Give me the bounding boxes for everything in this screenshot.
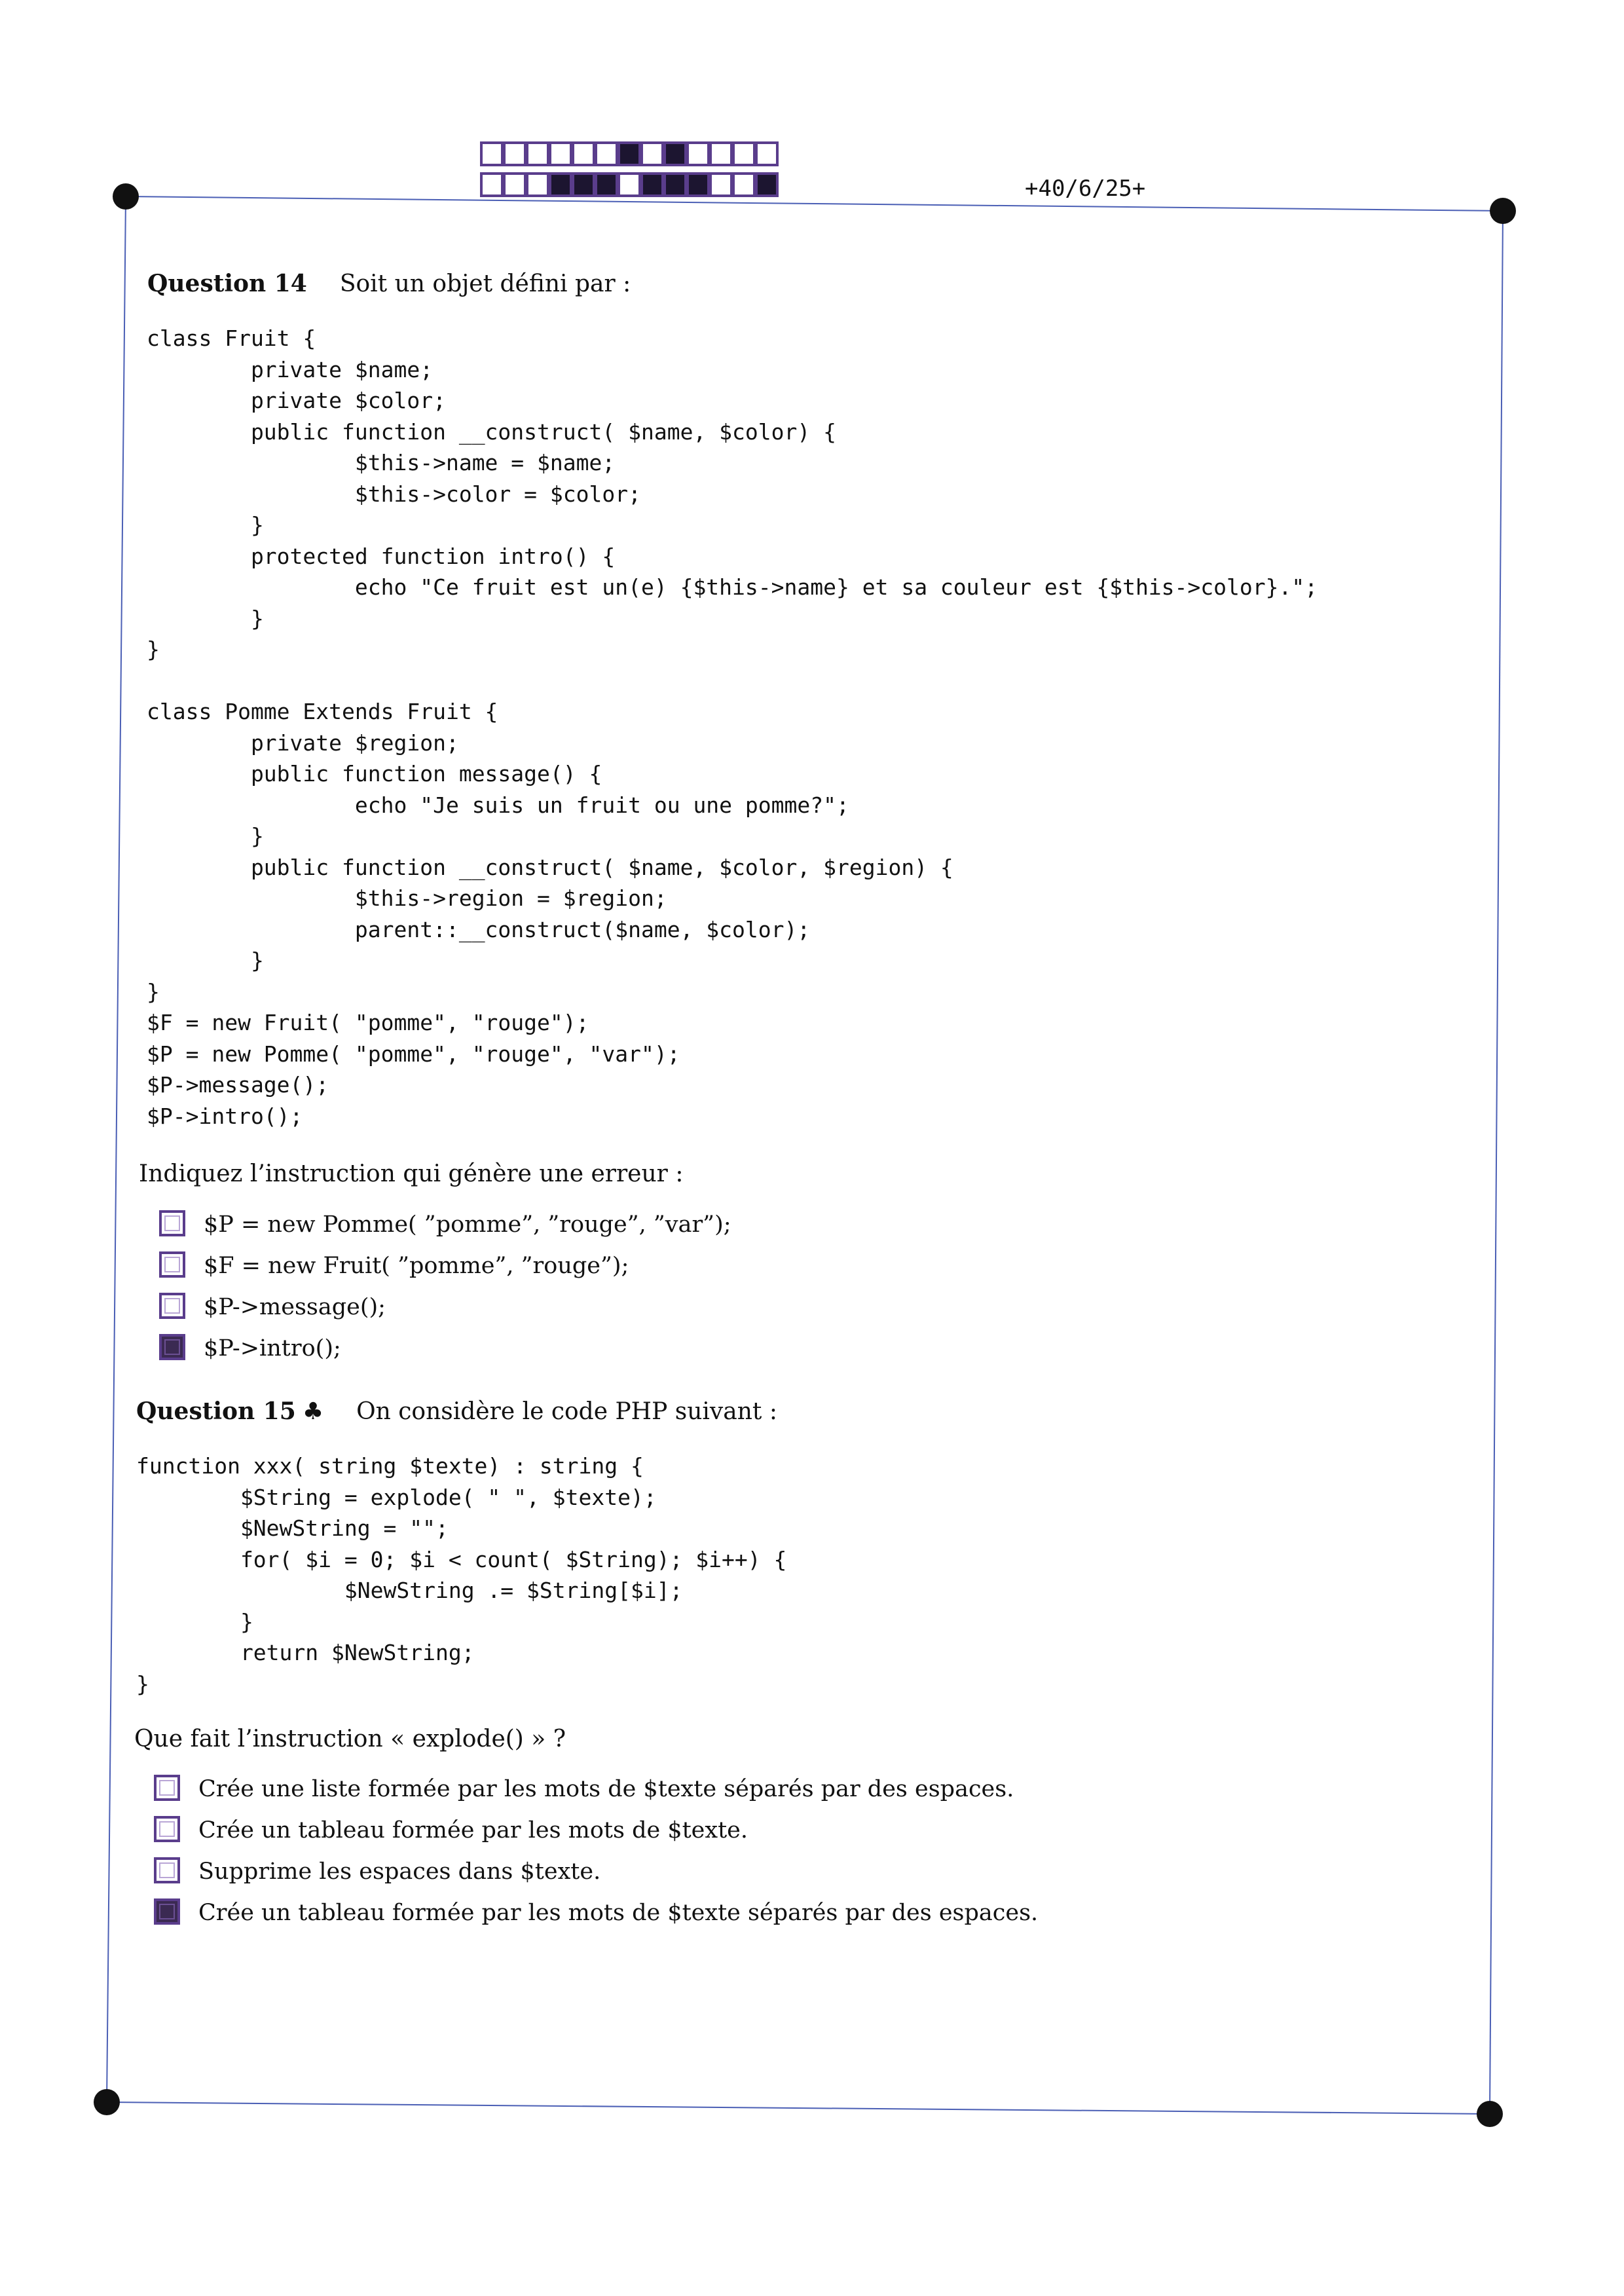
- question-15-intro: On considère le code PHP suivant :: [356, 1398, 777, 1425]
- id-square: [688, 143, 709, 165]
- answer-text: $P->message();: [204, 1294, 386, 1320]
- question-15-header: [136, 1398, 777, 1425]
- id-square: [550, 143, 571, 165]
- id-square: [596, 143, 617, 165]
- answer-text: $P = new Pomme( ”pomme”, ”rouge”, ”var”);: [204, 1212, 731, 1238]
- corner-mark-top-left: [113, 183, 139, 210]
- checkbox[interactable]: [159, 1210, 185, 1236]
- checkbox[interactable]: [154, 1816, 180, 1842]
- id-square: [481, 143, 502, 165]
- id-square: [527, 143, 548, 165]
- question-14-header: [147, 270, 631, 297]
- checkbox[interactable]: [159, 1293, 185, 1319]
- id-square: [688, 174, 709, 196]
- binary-id-boxes: [481, 143, 777, 196]
- question-15-label: Question 15: [136, 1398, 296, 1425]
- answer-text: Crée un tableau formée par les mots de $texte séparés par des espaces.: [198, 1900, 1039, 1926]
- id-square: [665, 174, 686, 196]
- question-14-prompt: Indiquez l’instruction qui génère une erreur :: [139, 1160, 684, 1187]
- checkbox[interactable]: [159, 1251, 185, 1278]
- id-square: [756, 174, 777, 196]
- club-icon: ♣: [302, 1398, 324, 1425]
- id-square: [619, 143, 640, 165]
- checkbox[interactable]: [159, 1334, 185, 1360]
- checkbox[interactable]: [154, 1898, 180, 1925]
- answer-text: $P->intro();: [204, 1335, 341, 1361]
- id-square: [573, 143, 594, 165]
- answer-text: Crée un tableau formée par les mots de $texte.: [198, 1817, 748, 1843]
- id-square: [642, 143, 663, 165]
- corner-mark-bottom-right: [1477, 2101, 1503, 2127]
- id-square: [733, 174, 754, 196]
- id-square: [504, 143, 525, 165]
- answer-text: $F = new Fruit( ”pomme”, ”rouge”);: [204, 1253, 629, 1279]
- id-square: [710, 143, 731, 165]
- checkbox[interactable]: [154, 1775, 180, 1801]
- id-square: [573, 174, 594, 196]
- page-code: +40/6/25+: [1025, 176, 1146, 202]
- corner-mark-bottom-left: [94, 2089, 120, 2115]
- id-square: [665, 143, 686, 165]
- id-square: [527, 174, 548, 196]
- id-square: [642, 174, 663, 196]
- question-14-label: Question 14: [147, 270, 307, 297]
- checkbox[interactable]: [154, 1857, 180, 1883]
- id-square: [596, 174, 617, 196]
- id-square: [756, 143, 777, 165]
- id-square: [481, 174, 502, 196]
- id-square: [710, 174, 731, 196]
- question-15-prompt: Que fait l’instruction « explode() » ?: [134, 1726, 566, 1752]
- id-square: [550, 174, 571, 196]
- question-14-intro: Soit un objet défini par :: [339, 270, 631, 297]
- corner-mark-top-right: [1490, 198, 1516, 224]
- id-square: [733, 143, 754, 165]
- id-square: [619, 174, 640, 196]
- question-14-code: class Fruit { private $name; private $color; public function __construct( $name, $color) { $this->name = $name; $this->color = $color; } protected function intro() { echo "Ce fruit est un(e) {$this->name} et sa couleur est {$this->color}."; } } class Pomme Extends Fruit { private $region; public function message() { echo "Je suis un fruit ou une pomme?"; } public function __construct( $name, $color, $region) { $this->region = $region; parent::__construct($name, $color); } } $F = new Fruit( "pomme", "rouge"); $P = new Pomme( "pomme", "rouge", "var"); $P->message(); $P->intro();: [147, 325, 1318, 1129]
- answer-text: Supprime les espaces dans $texte.: [198, 1859, 601, 1885]
- answer-text: Crée une liste formée par les mots de $texte séparés par des espaces.: [198, 1776, 1014, 1802]
- id-square: [504, 174, 525, 196]
- question-15-code: function xxx( string $texte) : string { $String = explode( " ", $texte); $NewString = ""; for( $i = 0; $i < count( $String); $i++) { $NewString .= $String[$i]; } return $NewString; }: [136, 1453, 787, 1697]
